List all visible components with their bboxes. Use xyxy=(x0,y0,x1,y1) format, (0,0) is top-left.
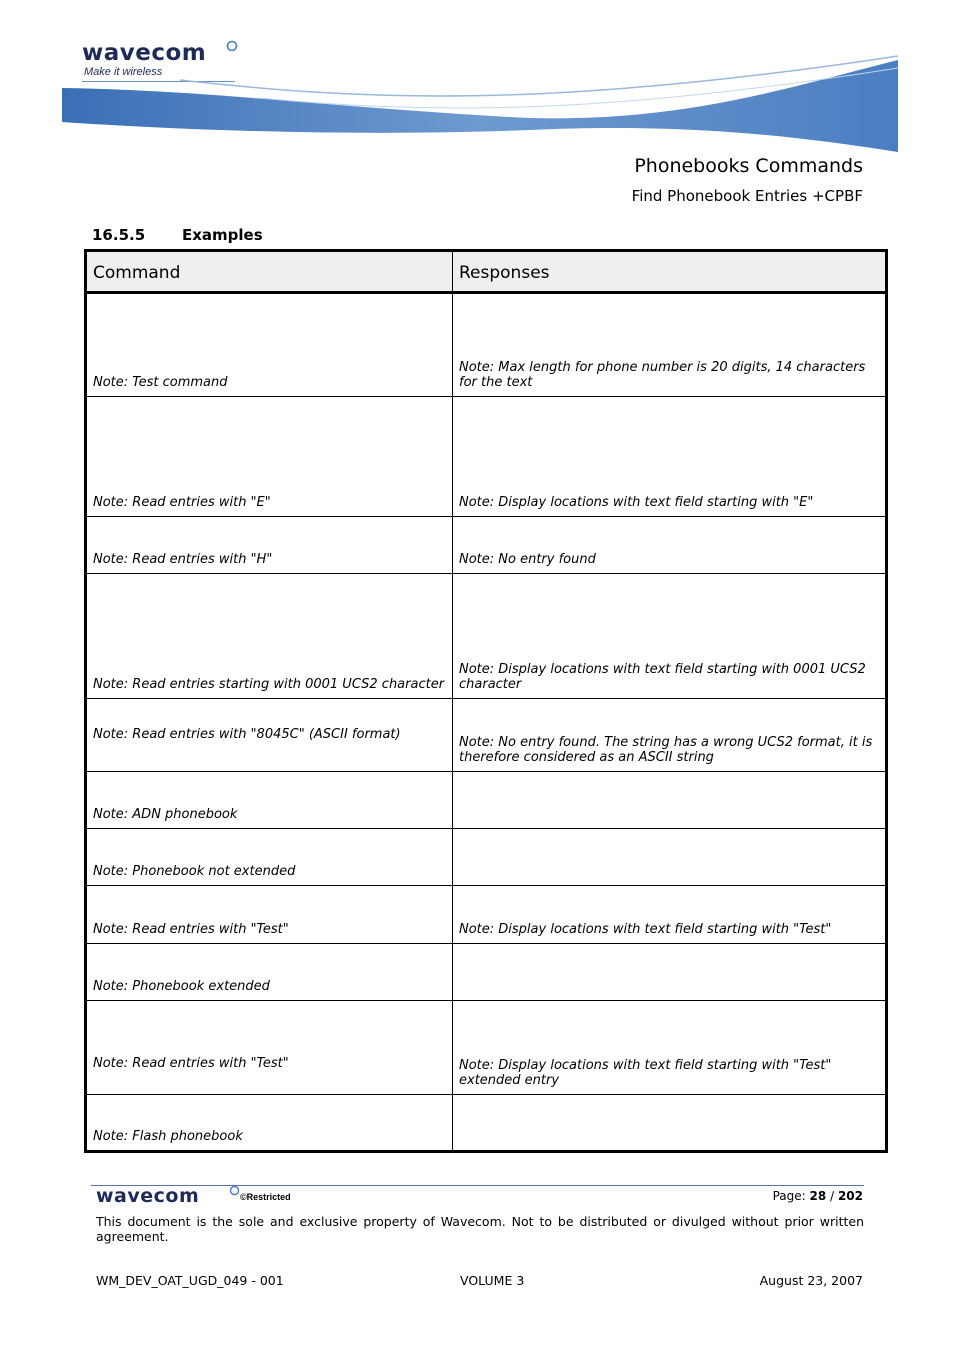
footer-wavecom-logo: wavecom xyxy=(96,1185,200,1207)
document-volume: VOLUME 3 xyxy=(460,1273,525,1288)
subsection-title: Examples xyxy=(182,226,263,244)
command-note: Note: ADN phonebook xyxy=(86,772,453,829)
subsection-heading xyxy=(92,226,263,244)
response-note xyxy=(453,1095,887,1152)
response-note: Note: No entry found. The string has a wrong UCS2 format, it is therefore considered as an ASCII string xyxy=(453,699,887,772)
column-header-responses: Responses xyxy=(453,251,887,293)
table-row xyxy=(86,772,887,829)
examples-table xyxy=(84,249,888,1153)
command-note: Note: Read entries with "E" xyxy=(86,397,453,517)
table-row xyxy=(86,699,887,772)
column-header-command: Command xyxy=(86,251,453,293)
table-row xyxy=(86,944,887,1001)
section-subtitle: Find Phonebook Entries +CPBF xyxy=(631,187,863,205)
command-note: Note: Read entries with "H" xyxy=(86,517,453,574)
response-note: Note: Max length for phone number is 20 digits, 14 characters for the text xyxy=(453,293,887,397)
subsection-number: 16.5.5 xyxy=(92,226,146,244)
document-date: August 23, 2007 xyxy=(759,1273,863,1288)
command-note: Note: Read entries with "Test" xyxy=(86,1001,453,1095)
response-note: Note: Display locations with text field starting with "Test" xyxy=(453,886,887,944)
command-note: Note: Read entries starting with 0001 UCS2 character xyxy=(86,574,453,699)
table-row xyxy=(86,829,887,886)
wavecom-logo: wavecom xyxy=(82,40,207,66)
command-note: Note: Phonebook extended xyxy=(86,944,453,1001)
page-separator: / xyxy=(830,1189,835,1203)
section-title: Phonebooks Commands xyxy=(634,155,863,177)
table-row xyxy=(86,574,887,699)
table-row xyxy=(86,886,887,944)
command-note: Note: Phonebook not extended xyxy=(86,829,453,886)
logo-tagline: Make it wireless xyxy=(84,66,163,78)
command-note: Note: Read entries with "Test" xyxy=(86,886,453,944)
response-note xyxy=(453,944,887,1001)
table-row xyxy=(86,1095,887,1152)
response-note: Note: No entry found xyxy=(453,517,887,574)
response-note: Note: Display locations with text field starting with 0001 UCS2 character xyxy=(453,574,887,699)
document-reference: WM_DEV_OAT_UGD_049 - 001 xyxy=(96,1273,284,1288)
table-row xyxy=(86,397,887,517)
response-note xyxy=(453,829,887,886)
page-total: 202 xyxy=(837,1189,863,1203)
response-note: Note: Display locations with text field starting with "E" xyxy=(453,397,887,517)
command-note: Note: Read entries with "8045C" (ASCII format) xyxy=(86,699,453,772)
restricted-label: ©Restricted xyxy=(240,1192,291,1202)
response-note xyxy=(453,772,887,829)
footer-divider xyxy=(91,1185,864,1186)
table-row xyxy=(86,1001,887,1095)
page-current: 28 xyxy=(809,1189,827,1203)
page-label: Page: xyxy=(772,1189,806,1203)
page-number xyxy=(773,1189,863,1203)
confidentiality-notice: This document is the sole and exclusive property of Wavecom. Not to be distributed or divulged without prior written agreement. xyxy=(96,1214,864,1244)
response-note: Note: Display locations with text field starting with "Test" extended entry xyxy=(453,1001,887,1095)
header-wave-graphic xyxy=(60,50,900,155)
table-row xyxy=(86,517,887,574)
table-row xyxy=(86,293,887,397)
command-note: Note: Test command xyxy=(86,293,453,397)
footer-logo-swirl-icon xyxy=(229,1185,240,1196)
command-note: Note: Flash phonebook xyxy=(86,1095,453,1152)
table-header-row xyxy=(86,251,887,293)
